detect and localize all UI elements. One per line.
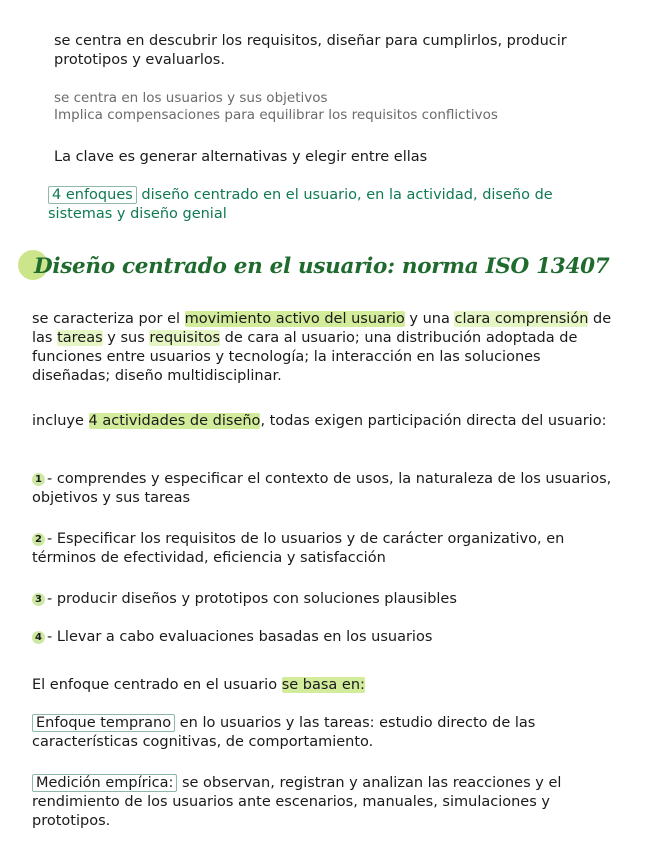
para-1 — [32, 310, 620, 386]
activity-1-body: - comprendes y especificar el contexto de usos, la naturaleza de los usuarios, objetivos y sus tareas — [32, 471, 612, 506]
para-1-t5: de cara al usuario; una distribución adoptada de funciones entre usuarios y tecnología; la interacción en las soluciones diseñadas; diseño multidisciplinar. — [32, 330, 578, 384]
para-1-text — [32, 310, 620, 386]
enfoque-temprano-box: Enfoque temprano — [32, 714, 175, 732]
para-1-t1: se caracteriza por el — [32, 311, 185, 327]
para-1-t2: y una — [404, 311, 455, 327]
intro-line-1: se centra en descubrir los requisitos, diseñar para cumplirlos, producir prototipos y evaluarlos. — [54, 33, 567, 68]
intro-paragraph — [54, 32, 616, 70]
activity-4-text — [32, 628, 620, 647]
intro-gray-block — [54, 90, 616, 124]
activity-1-text — [32, 470, 620, 508]
para-2-text — [32, 412, 620, 431]
enfoques-paragraph — [48, 186, 616, 224]
section-title: Diseño centrado en el usuario: norma ISO 13407 — [34, 254, 610, 279]
number-badge-icon: 4 — [32, 631, 45, 644]
para-2 — [32, 412, 620, 431]
enfoque-temprano-body: en lo usuarios y las tareas: estudio directo de las características cognitivas, de comportamiento. — [32, 715, 536, 750]
medicion-block — [32, 774, 620, 831]
para-1-highlight-2: clara comprensión — [454, 311, 589, 327]
enfoque-temprano-text — [32, 714, 620, 752]
activity-2-body: - Especificar los requisitos de lo usuarios y de carácter organizativo, en términos de efectividad, eficiencia y satisfacción — [32, 531, 565, 566]
number-badge-icon: 2 — [32, 533, 45, 546]
para-1-highlight-3: tareas — [57, 330, 103, 346]
number-badge-icon: 3 — [32, 593, 45, 606]
enfoques-block — [48, 186, 616, 224]
para-2-t1: incluye — [32, 413, 89, 429]
para-2-highlight: 4 actividades de diseño — [88, 413, 261, 429]
activity-item-4 — [32, 628, 620, 647]
activity-item-1 — [32, 470, 620, 508]
enfoques-box: 4 enfoques — [48, 186, 137, 204]
para-1-highlight-4: requisitos — [149, 330, 221, 346]
base-line — [32, 676, 620, 695]
activity-3-body: - producir diseños y prototipos con soluciones plausibles — [47, 591, 457, 607]
medicion-box: Medición empírica: — [32, 774, 177, 792]
para-1-highlight-1: movimiento activo del usuario — [184, 311, 405, 327]
medicion-text — [32, 774, 620, 831]
section-title-block — [34, 254, 636, 279]
activity-item-3 — [32, 590, 620, 609]
enfoques-text: diseño centrado en el usuario, en la actividad, diseño de sistemas y diseño genial — [48, 187, 553, 222]
enfoque-temprano-block — [32, 714, 620, 752]
activity-item-2 — [32, 530, 620, 568]
activity-3-text — [32, 590, 620, 609]
para-1-t4: y sus — [102, 330, 150, 346]
intro-line-2a: se centra en los usuarios y sus objetivos — [54, 90, 328, 106]
intro-key-line — [54, 148, 616, 167]
para-1-t3: de las — [32, 311, 612, 346]
activity-4-body: - Llevar a cabo evaluaciones basadas en los usuarios — [47, 629, 433, 645]
base-highlight: se basa en: — [281, 677, 365, 693]
activity-2-text — [32, 530, 620, 568]
intro-line-2b: Implica compensaciones para equilibrar los requisitos conflictivos — [54, 107, 498, 123]
intro-line-3: La clave es generar alternativas y elegir entre ellas — [54, 149, 428, 165]
base-text — [32, 676, 620, 695]
para-2-t2: , todas exigen participación directa del usuario: — [260, 413, 607, 429]
medicion-body: se observan, registran y analizan las reacciones y el rendimiento de los usuarios ante escenarios, manuales, simulaciones y prototipos. — [32, 775, 562, 829]
number-badge-icon: 1 — [32, 473, 45, 486]
base-t1: El enfoque centrado en el usuario — [32, 677, 282, 693]
